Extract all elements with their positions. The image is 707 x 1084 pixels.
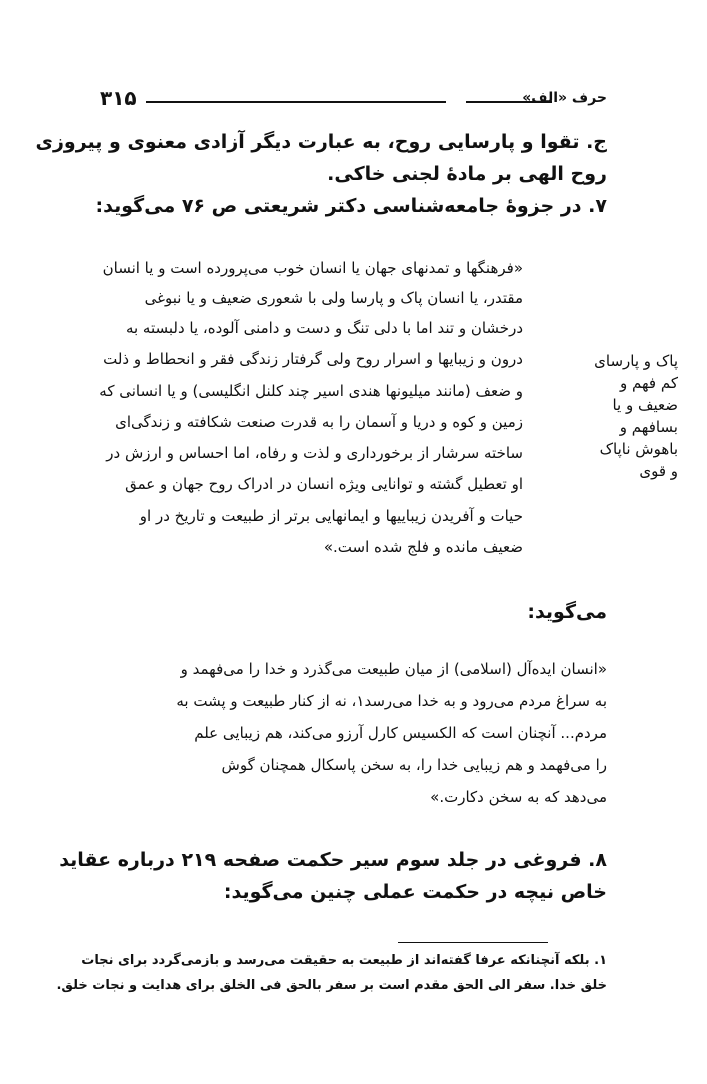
- margin-note-line: باهوش ناپاک: [599, 440, 678, 458]
- footnote-line-1: ۱. بلکه آنچنانکه عرفا گفته‌اند از طبیعت به حقیقت می‌رسد و بازمی‌گردد برای نجات: [81, 953, 607, 968]
- quote2-line: به سراغ مردم می‌رود و به خدا می‌رسد۱، نه از کنار طبیعت و پشت به: [176, 692, 607, 710]
- item8-line-2: خاص نیچه در حکمت عملی چنین می‌گوید:: [223, 881, 607, 903]
- footnote-rule: [398, 942, 548, 943]
- margin-note-line: کم فهم و: [620, 374, 678, 392]
- quote2-line: مردم... آنچنان است که الکسیس کارل آرزو می‌کند، هم زیبایی علم: [194, 724, 607, 742]
- quote1-line: حیات و آفریدن زیباییها و ایمانهایی برتر از طبیعت و تاریخ در او: [139, 507, 523, 525]
- margin-note-line: بسافهم و: [619, 418, 678, 436]
- page-number: ۳۱۵: [100, 86, 137, 110]
- quote1-line: و ضعف (مانند میلیونها هندی اسیر چند کلنل انگلیسی) و یا انسانی که: [99, 382, 523, 400]
- quote2-line: را می‌فهمد و هم زیبایی خدا را، به سخن پاسکال همچنان گوش: [221, 756, 607, 774]
- margin-note-line: و قوی: [639, 462, 678, 480]
- intro-line-2: روح الهی بر مادهٔ لجنی خاکی.: [327, 163, 607, 185]
- margin-note-line: پاک و پارسای: [594, 352, 678, 370]
- quote1-line: «فرهنگها و تمدنهای جهان یا انسان خوب می‌پرورده است و یا انسان: [102, 259, 523, 277]
- footnote-line-2: خلق خدا. سفر الی الحق مقدم است بر سفر بالحق فی الخلق برای هدایت و نجات خلق.: [56, 978, 607, 993]
- intro-line-1: ج. تقوا و پارسایی روح، به عبارت دیگر آزادی معنوی و پیروزی: [35, 131, 607, 153]
- quote1-line: درخشان و تند اما با دلی تنگ و دست و دامنی آلوده، یا دلبسته به: [125, 319, 523, 337]
- item8-line-1: ۸. فروغی در جلد سوم سیر حکمت صفحه ۲۱۹ درباره عقاید: [59, 849, 607, 871]
- running-head: حرف «الف»: [522, 90, 607, 106]
- quote2-line: می‌دهد که به سخن دکارت.»: [430, 788, 607, 806]
- quote1-line: درون و زیبایها و اسرار روح ولی گرفتار زندگی فقر و انحطاط و ذلت: [103, 350, 523, 368]
- quote1-line: او تعطیل گشته و توانایی ویژه انسان در ادراک روح جهان و عمق: [125, 475, 523, 493]
- quote1-line: ساخته سرشار از برخورداری و لذت و رفاه، اما احساس و ارزش در: [106, 444, 523, 462]
- says-line: می‌گوید:: [527, 601, 607, 623]
- quote2-line: «انسان ایده‌آل (اسلامی) از میان طبیعت می‌گذرد و خدا را می‌فهمد و: [180, 660, 607, 678]
- margin-note: [582, 350, 678, 482]
- quote1-line: زمین و کوه و دریا و آسمان را به قدرت صنعت شکافته و زندگی‌ای: [115, 413, 523, 431]
- quote1-line: ضعیف مانده و فلج شده است.»: [323, 538, 523, 556]
- margin-note-line: ضعیف و یا: [612, 396, 678, 414]
- quote1-line: مقتدر، یا انسان پاک و پارسا ولی با شعوری ضعیف و یا نبوغی: [144, 289, 523, 307]
- intro-line-3: ۷. در جزوهٔ جامعه‌شناسی دکتر شریعتی ص ۷۶ می‌گوید:: [95, 195, 607, 217]
- header-rule-left: [146, 101, 446, 103]
